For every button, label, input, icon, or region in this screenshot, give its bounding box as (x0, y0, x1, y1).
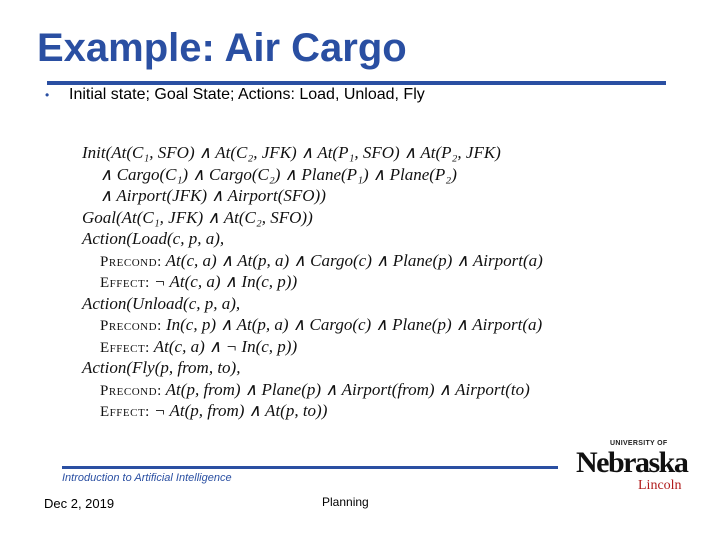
formula-text: Init(At(C₁, SFO) ∧ At(C₂, JFK) ∧ At(P₁, SFO) ∧ At(P₂, JFK) (82, 143, 501, 162)
formula-line (82, 314, 652, 336)
formula-text: Goal(At(C₁, JFK) ∧ At(C₂, SFO)) (82, 207, 313, 227)
pddl-formula (82, 142, 652, 422)
formula-text: ¬ At(c, a) ∧ In(c, p)) (149, 272, 298, 291)
formula-line (82, 142, 652, 164)
formula-text: In(c, p) ∧ At(p, a) ∧ Cargo(c) ∧ Plane(p) ∧ Airport(a) (161, 315, 543, 334)
logo-top-text: UNIVERSITY OF (610, 440, 668, 447)
formula-text: ¬ At(p, from) ∧ At(p, to)) (149, 401, 328, 420)
formula-line (82, 357, 652, 379)
formula-line (82, 293, 652, 315)
bullet-text: Initial state; Goal State; Actions: Load, Unload, Fly (69, 86, 425, 103)
formula-keyword: Precond: (100, 318, 162, 334)
formula-keyword: Effect: (100, 339, 150, 356)
formula-line (82, 379, 652, 401)
formula-text: ∧ Airport(JFK) ∧ Airport(SFO)) (100, 186, 326, 205)
formula-line (82, 250, 652, 272)
formula-text: ∧ Cargo(C₁) ∧ Cargo(C₂) ∧ Plane(P₁) ∧ Plane(P₂) (100, 164, 457, 184)
logo-sub-text: Lincoln (638, 478, 682, 493)
title-divider (47, 81, 666, 85)
formula-line (82, 400, 652, 422)
formula-text: Action(Fly(p, from, to), (82, 358, 241, 377)
formula-text: Action(Load(c, p, a), (82, 229, 225, 248)
logo-main-text: Nebraska (576, 446, 688, 479)
bullet-icon: • (45, 88, 50, 102)
formula-line (82, 271, 652, 293)
formula-line (82, 336, 652, 358)
formula-line (82, 164, 652, 186)
footer-date: Dec 2, 2019 (44, 496, 115, 511)
formula-line (82, 228, 652, 250)
formula-text: At(c, a) ∧ ¬ In(c, p)) (149, 336, 298, 356)
formula-line (82, 207, 652, 229)
formula-keyword: Effect: (100, 404, 150, 420)
formula-keyword: Effect: (100, 275, 150, 291)
footer-course-title: Introduction to Artificial Intelligence (62, 472, 232, 484)
slide-title: Example: Air Cargo (37, 26, 407, 70)
footer-topic: Planning (322, 495, 369, 509)
formula-text: Action(Unload(c, p, a), (82, 293, 241, 313)
formula-text: At(c, a) ∧ At(p, a) ∧ Cargo(c) ∧ Plane(p) ∧ Airport(a) (161, 250, 543, 270)
formula-keyword: Precond: (100, 382, 162, 399)
footer-divider (62, 466, 558, 469)
formula-keyword: Precond: (100, 253, 162, 270)
formula-line (82, 185, 652, 207)
formula-text: At(p, from) ∧ Plane(p) ∧ Airport(from) ∧ Airport(to) (161, 379, 530, 399)
university-logo (576, 440, 688, 496)
